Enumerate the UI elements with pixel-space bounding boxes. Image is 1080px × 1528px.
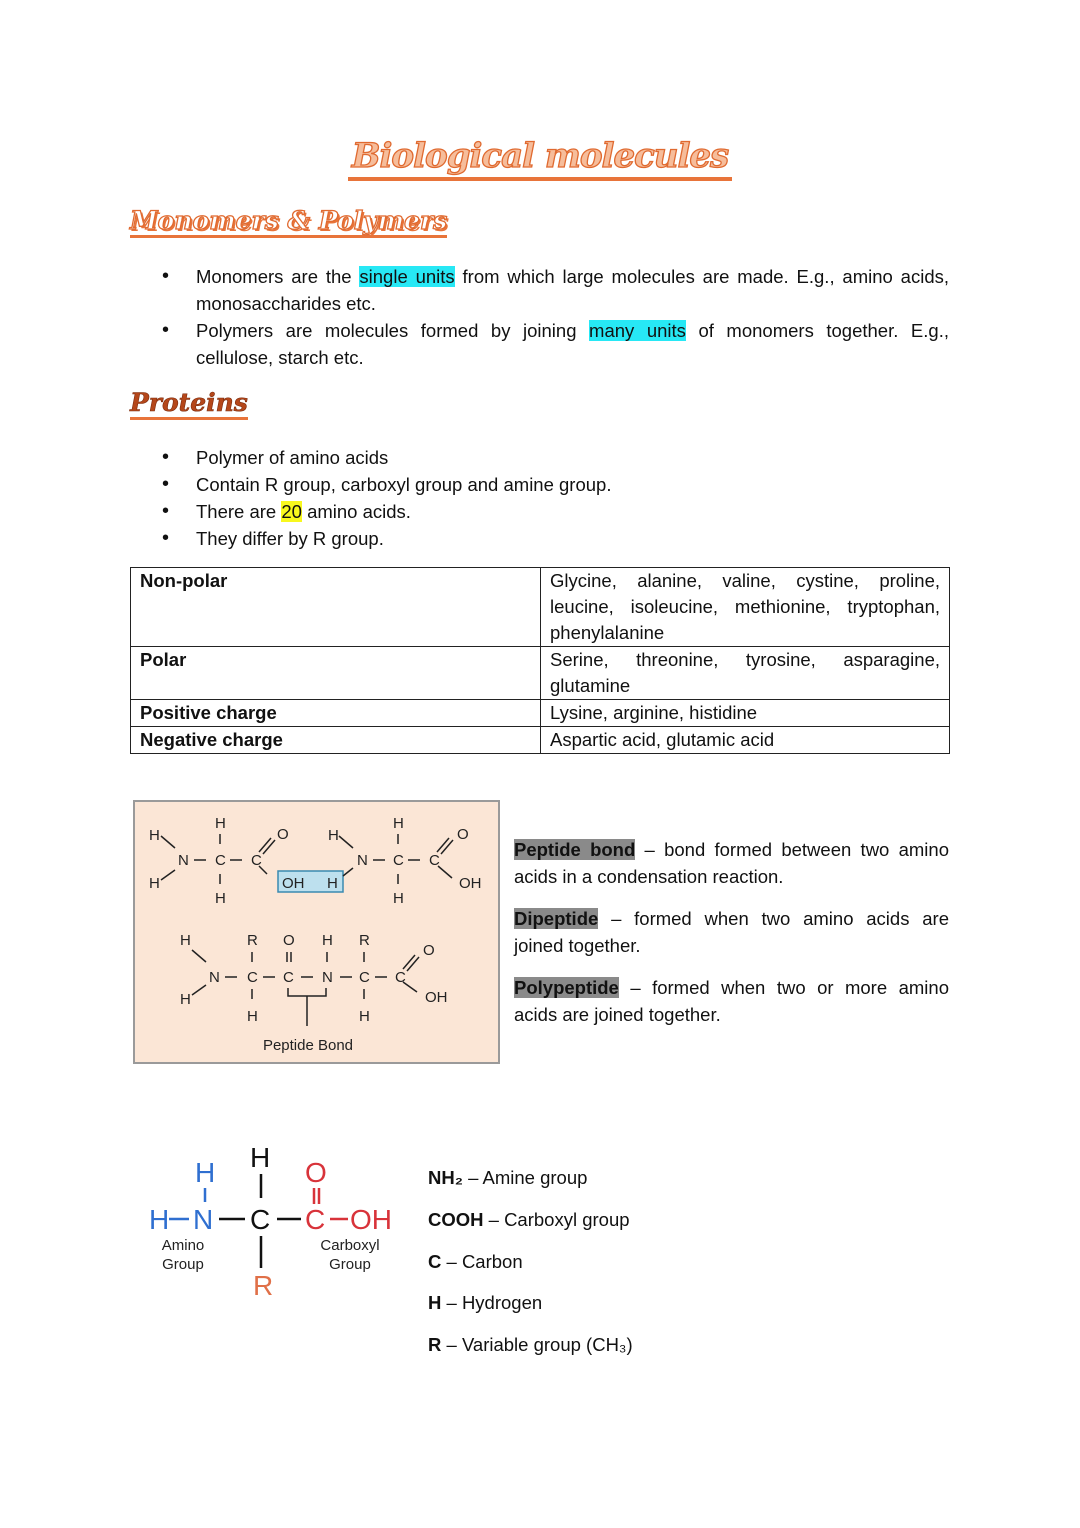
monomer-list	[168, 263, 949, 371]
svg-text:C: C	[393, 852, 404, 869]
svg-text:H: H	[328, 827, 339, 844]
table-row: Negative charge Aspartic acid, glutamic acid	[131, 727, 950, 754]
page-title: Biological molecules	[0, 136, 1080, 176]
definition-polypeptide: Polypeptide – formed when two or more amino acids are joined together.	[514, 977, 949, 1025]
legend-item: H – Hydrogen	[428, 1292, 543, 1313]
svg-text:H: H	[359, 1008, 370, 1025]
highlight: many units	[589, 320, 686, 341]
svg-text:H: H	[393, 890, 404, 907]
legend-item: NH₂ – Amine group	[428, 1167, 588, 1188]
svg-text:H: H	[215, 890, 226, 907]
svg-text:OH: OH	[425, 989, 448, 1006]
svg-text:H: H	[327, 875, 338, 892]
list-item: • Polymer of amino acids	[168, 444, 949, 471]
amino-acid-structure-diagram	[145, 1140, 405, 1305]
svg-text:H: H	[149, 875, 160, 892]
svg-text:C: C	[247, 969, 258, 986]
svg-text:O: O	[283, 932, 295, 949]
svg-text:O: O	[423, 942, 435, 959]
peptide-bond-label: Peptide Bond	[262, 1037, 354, 1054]
section-heading-proteins: Proteins	[130, 388, 248, 417]
svg-text:C: C	[395, 969, 406, 986]
list-item: • Contain R group, carboxyl group and amine group.	[168, 471, 949, 498]
svg-text:OH: OH	[459, 875, 482, 892]
svg-text:C: C	[250, 1204, 271, 1235]
list-item: • Monomers are the single units from which large molecules are made. E.g., amino acids, monosaccharides etc.	[168, 263, 949, 317]
svg-text:H: H	[250, 1142, 271, 1173]
peptide-bond-diagram	[133, 800, 500, 1064]
svg-text:N: N	[209, 969, 220, 986]
amino-group-label: Amino	[161, 1237, 205, 1254]
svg-text:H: H	[215, 815, 226, 832]
svg-text:O: O	[305, 1157, 327, 1188]
svg-text:R: R	[253, 1270, 274, 1301]
svg-text:N: N	[357, 852, 368, 869]
highlight: single units	[359, 266, 455, 287]
table-row: Polar Serine, threonine, tyrosine, asparagine, glutamine	[131, 647, 950, 700]
carboxyl-group-label: Group	[329, 1256, 371, 1273]
definition-dipeptide: Dipeptide – formed when two amino acids are joined together.	[514, 908, 949, 956]
definition-peptide-bond: Peptide bond – bond formed between two amino acids in a condensation reaction.	[514, 839, 949, 887]
svg-text:H: H	[149, 827, 160, 844]
svg-text:C: C	[251, 852, 262, 869]
svg-text:N: N	[178, 852, 189, 869]
amino-acid-table	[130, 567, 950, 754]
list-item: • Polymers are molecules formed by joining many units of monomers together. E.g., cellulose, starch etc.	[168, 317, 949, 371]
svg-text:OH: OH	[350, 1204, 392, 1235]
legend-item: R – Variable group (CH₃)	[428, 1334, 633, 1355]
svg-text:R: R	[359, 932, 370, 949]
svg-text:C: C	[215, 852, 226, 869]
svg-text:OH: OH	[282, 875, 305, 892]
svg-text:C: C	[305, 1204, 326, 1235]
svg-text:H: H	[393, 815, 404, 832]
svg-text:O: O	[277, 826, 289, 843]
svg-text:N: N	[322, 969, 333, 986]
svg-text:H: H	[195, 1157, 216, 1188]
svg-text:H: H	[149, 1204, 170, 1235]
svg-text:O: O	[457, 826, 469, 843]
list-item: • They differ by R group.	[168, 525, 949, 552]
svg-text:H: H	[180, 932, 191, 949]
svg-text:H: H	[247, 1008, 258, 1025]
legend-item: COOH – Carboxyl group	[428, 1209, 630, 1230]
table-row: Positive charge Lysine, arginine, histidine	[131, 700, 950, 727]
svg-text:C: C	[359, 969, 370, 986]
legend-item: C – Carbon	[428, 1251, 523, 1272]
svg-text:C: C	[429, 852, 440, 869]
list-item: • There are 20 amino acids.	[168, 498, 949, 525]
svg-text:H: H	[180, 991, 191, 1008]
svg-text:N: N	[193, 1204, 214, 1235]
carboxyl-group-label: Carboxyl	[320, 1237, 380, 1254]
protein-list	[168, 444, 949, 552]
svg-text:C: C	[283, 969, 294, 986]
amino-group-label: Group	[162, 1256, 204, 1273]
highlight: 20	[281, 501, 302, 522]
svg-text:H: H	[322, 932, 333, 949]
svg-text:R: R	[247, 932, 258, 949]
section-heading-monomers: Monomers & Polymers	[130, 206, 447, 235]
table-row: Non-polar Glycine, alanine, valine, cystine, proline, leucine, isoleucine, methionine, tryptophan, phenylalanine	[131, 568, 950, 647]
